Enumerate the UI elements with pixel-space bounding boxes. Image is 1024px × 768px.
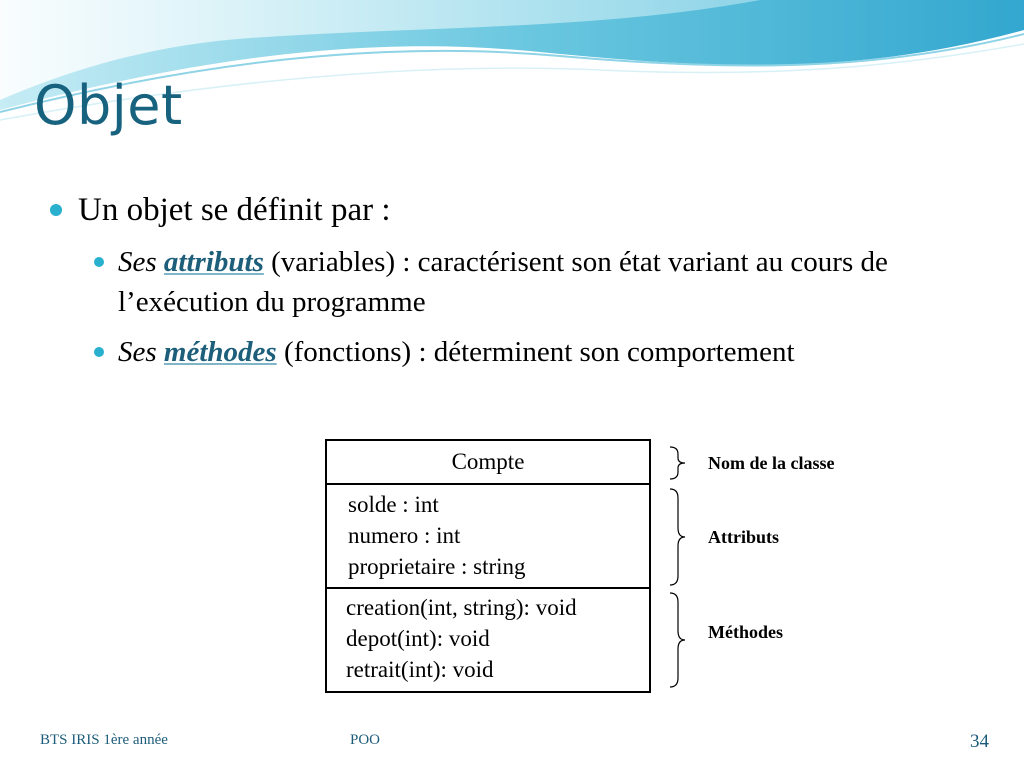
brace-class-name-icon <box>668 446 690 480</box>
sub-bullet-text: (fonctions) : déterminent son comportement <box>283 336 795 368</box>
uml-class-diagram <box>325 439 651 693</box>
bullet-icon <box>94 347 104 357</box>
keyword-methodes: méthodes <box>163 336 277 368</box>
label-attributes: Attributs <box>708 527 779 547</box>
uml-attributes-section <box>327 485 649 589</box>
sub-bullet-attributes <box>118 242 988 322</box>
sub-bullet-text: (variables) : caractérisent son état variant au cours de l’exécution du programme <box>118 246 888 318</box>
uml-method: depot(int): void <box>346 626 490 651</box>
footer-course: BTS IRIS 1ère année <box>40 732 168 748</box>
label-methods: Méthodes <box>708 622 783 642</box>
uml-attribute: numero : int <box>348 523 461 548</box>
uml-attribute: proprietaire : string <box>348 554 526 579</box>
sub-bullet-prefix: Ses <box>118 246 157 278</box>
bullet-icon <box>94 257 104 267</box>
keyword-attributs: attributs <box>163 246 264 278</box>
sub-bullet-prefix: Ses <box>118 336 157 368</box>
main-bullet-text: Un objet se définit par : <box>78 192 391 228</box>
uml-method: creation(int, string): void <box>346 595 577 620</box>
main-bullet <box>78 190 391 230</box>
sub-bullet-methods <box>118 332 988 372</box>
uml-method: retrait(int): void <box>346 657 494 682</box>
brace-attributes-icon <box>668 488 690 586</box>
footer-subject: POO <box>350 732 381 748</box>
uml-attribute: solde : int <box>348 492 439 517</box>
bullet-icon <box>50 204 62 216</box>
uml-class-name: Compte <box>327 441 649 485</box>
slide-title: Objet <box>34 74 183 137</box>
brace-methods-icon <box>668 592 690 688</box>
uml-methods-section <box>327 589 649 685</box>
page-number: 34 <box>970 731 989 752</box>
label-class-name: Nom de la classe <box>708 453 835 473</box>
